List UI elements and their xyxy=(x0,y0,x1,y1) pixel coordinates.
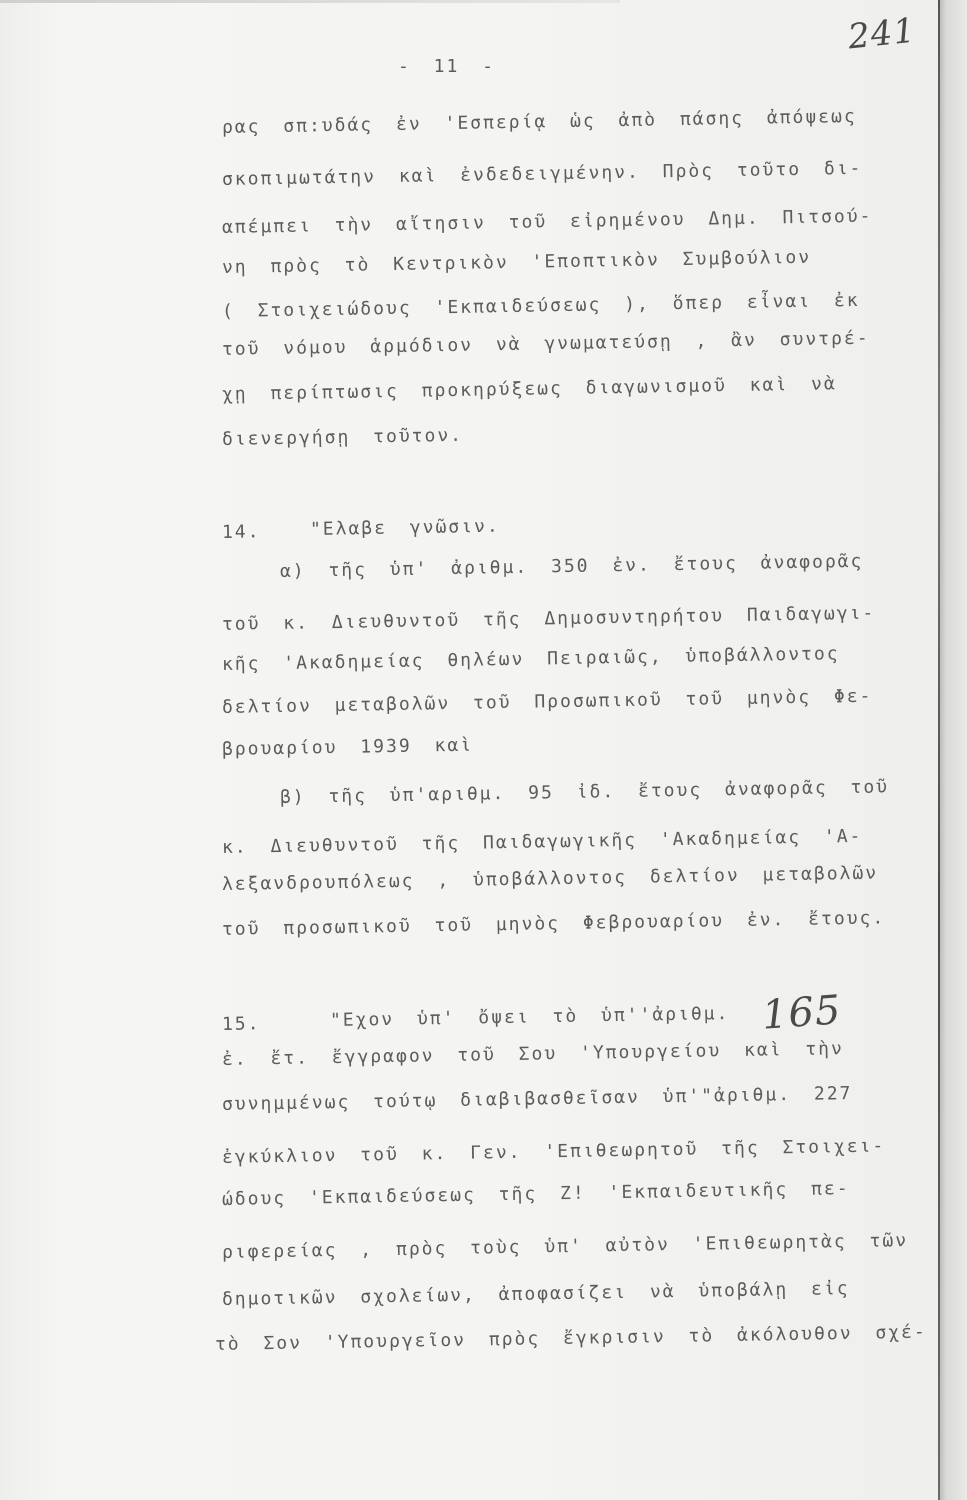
text-line: χῃ περίπτωσις προκηρύξεως διαγωνισμοῦ καὶ νὰ xyxy=(221,373,837,405)
text-line: ριφερείας , πρὸς τοὺς ὑπ' αὐτὸν 'Επιθεωρητὰς τῶν xyxy=(221,1230,909,1263)
text-line: ἐγκύκλιον τοῦ κ. Γεν. 'Επιθεωρητοῦ τῆς Στοιχει- xyxy=(221,1135,886,1168)
folio-number: 241 xyxy=(846,10,918,58)
text-line: "Εχον ὑπ' ὄψει τὸ ὑπ''ἀριθμ. xyxy=(329,1003,730,1031)
text-line: νη πρὸς τὸ Κεντρικὸν 'Εποπτικὸν Συμβούλιον xyxy=(221,246,812,278)
text-line: απέμπει τὴν αἴτησιν τοῦ εἰρημένου Δημ. Πιτσού- xyxy=(221,205,873,238)
text-line: ώδους 'Εκπαιδεύσεως τῆς Ζ! 'Εκπαιδευτικῆς πε- xyxy=(221,1178,850,1210)
text-line: τοῦ προσωπικοῦ τοῦ μηνὸς Φεβρουαρίου ἐν. ἔτους. xyxy=(221,907,886,940)
text-line: δημοτικῶν σχολείων, ἀποφασίζει νὰ ὑποβάλῃ εἰς xyxy=(221,1278,850,1310)
item-number: 15. xyxy=(221,1013,261,1035)
item-heading: "Ελαβε γνῶσιν. xyxy=(309,515,500,540)
text-line: τὸ Σον 'Υπουργεῖον πρὸς ἔγκρισιν τὸ ἀκόλουθον σχέ- xyxy=(214,1321,927,1355)
text-line: β) τῆς ὑπ'αριθμ. 95 ἰδ. ἔτους ἀναφορᾶς τοῦ xyxy=(279,776,890,808)
text-line: λεξανδρουπόλεως , ὑποβάλλοντος δελτίον μεταβολῶν xyxy=(221,862,879,895)
text-line: ρας σπ:υδάς ἐν 'Εσπερίᾳ ὡς ἀπὸ πάσης ἀπόψεως xyxy=(221,105,857,138)
page-number: - 11 - xyxy=(398,56,496,77)
text-line: κῆς 'Ακαδημείας θηλέων Πειραιῶς, ὑποβάλλοντος xyxy=(221,643,840,675)
text-line: α) τῆς ὑπ' ἀριθμ. 350 ἐν. ἔτους ἀναφορᾶς xyxy=(279,550,864,582)
binding-edge-strip xyxy=(940,0,967,1500)
text-line: ἐ. ἔτ. ἔγγραφον τοῦ Σου 'Υπουργείου καὶ τὴν xyxy=(221,1038,845,1070)
text-line: βρουαρίου 1939 καὶ xyxy=(221,734,474,760)
text-line: ( Στοιχειώδους 'Εκπαιδεύσεως ), ὅπερ εἶναι ἐκ xyxy=(221,289,860,322)
scan-top-edge xyxy=(0,0,620,3)
text-line: τοῦ κ. Διευθυντοῦ τῆς Δημοσυντηρήτου Παιδαγωγι- xyxy=(221,602,876,635)
text-line: κ. Διευθυντοῦ τῆς Παιδαγωγικῆς 'Ακαδημείας 'Α- xyxy=(221,825,863,858)
text-line: δελτίον μεταβολῶν τοῦ Προσωπικοῦ τοῦ μηνὸς Φε- xyxy=(221,685,873,718)
text-line: συνημμένως τούτῳ διαβιβασθεῖσαν ὑπ'"ἀριθμ. 227 xyxy=(221,1082,853,1115)
handwritten-reference-number: 165 xyxy=(760,987,843,1039)
text-line: τοῦ νόμου ἁρμόδιον νὰ γνωματεύσῃ , ἂν συντρέ- xyxy=(221,327,870,360)
text-line: σκοπιμωτάτην καὶ ἐνδεδειγμένην. Πρὸς τοῦτο δι- xyxy=(221,157,863,190)
text-line: διενεργήσῃ τοῦτον. xyxy=(221,424,464,450)
item-number: 14. xyxy=(221,521,261,543)
